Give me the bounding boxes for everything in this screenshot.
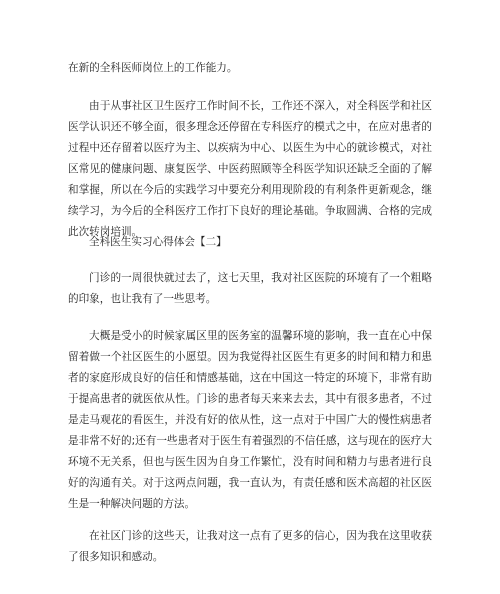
paragraph-first-week: 门诊的一周很快就过去了，这七天里，我对社区医院的环境有了一个粗略的印象，也让我有了一些思考。 bbox=[68, 272, 432, 305]
paragraph-community-doctor-wish: 大概是受小的时候家属区里的医务室的温馨环境的影响，我一直在心中保留着做一个社区医生的小愿望。因为我觉得社区医生有更多的时间和精力和患者的家庭形成良好的信任和情感基础，这在中国这一特定的环境下，非常有助于提高患者的就医依从性。门诊的患者每天来来去去，其中有很多患者，不过是走马观花的看医生，并没有好的依从性，这一点对于中国广大的慢性病患者是非常不好的;还有一些患者对于医生有着强烈的不信任感，这与现在的医疗大环境不无关系，但也与医生因为自身工作繁忙，没有时间和精力与患者进行良好的沟通有关。对于这两点问题，我一直认为，有责任感和医术高超的社区医生是一种解决问题的方法。 bbox=[68, 330, 432, 510]
section-heading: 全科医生实习心得体会【二】 bbox=[89, 236, 227, 248]
paragraph-continuation: 在新的全科医师岗位上的工作能力。 bbox=[68, 62, 238, 74]
paragraph-reflection: 由于从事社区卫生医疗工作时间不长，工作还不深入，对全科医学和社区医学认识还不够全面，很多理念还停留在专科医疗的模式之中，在应对患者的过程中还存留着以医疗为主、以疾病为中心、以医生为中心的就诊模式，对社区常见的健康问题、康复医学、中医药照顾等全科医学知识还缺乏全面的了解和掌握，所以在今后的实践学习中要充分利用现阶段的有利条件更新观念，继续学习，为今后的全科医疗工作打下良好的理论基础。争取圆满、合格的完成此次转岗培训。 bbox=[68, 100, 432, 238]
paragraph-confidence: 在社区门诊的这些天，让我对这一点有了更多的信心，因为我在这里收获了很多知识和感动。 bbox=[68, 530, 432, 563]
